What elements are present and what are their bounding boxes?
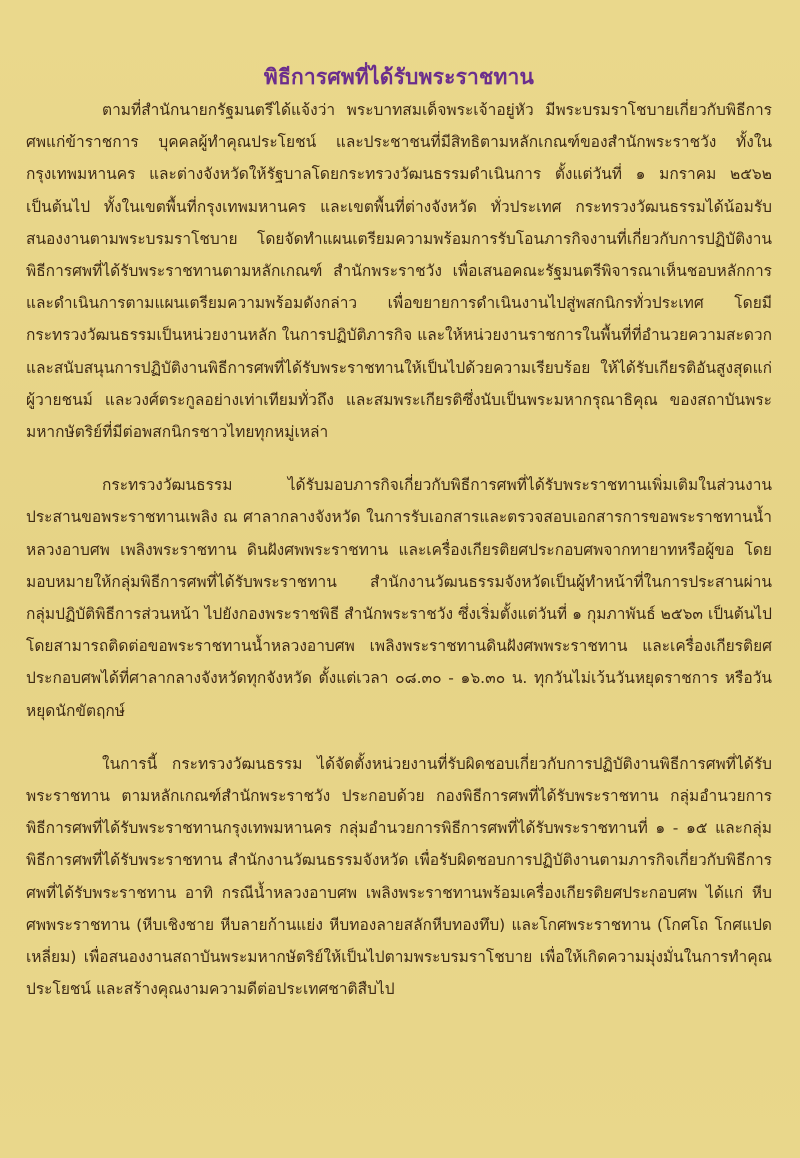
paragraph-3: ในการนี้ กระทรวงวัฒนธรรม ได้จัดตั้งหน่วยงานที่รับผิดชอบเกี่ยวกับการปฏิบัติงานพิธีการศพที่ได้รับพระราชทาน ตามหลักเกณฑ์สำนักพระราชวัง ประกอบด้วย กองพิธีการศพที่ได้รับพระราชทาน กลุ่มอำนวยการพิธีการศพที่ได้รับพระราชทานกรุงเทพมหานคร กลุ่มอำนวยการพิธีการศพที่ได้รับพระราชทานที่ ๑ - ๑๕ และกลุ่มพิธีการศพที่ได้รับพระราชทาน สำนักงานวัฒนธรรมจังหวัด เพื่อรับผิดชอบการปฏิบัติงานตามภารกิจเกี่ยวกับพิธีการศพที่ได้รับพระราชทาน อาทิ กรณีน้ำหลวงอาบศพ เพลิงพระราชทานพร้อมเครื่องเกียรติยศประกอบศพ ได้แก่ หีบศพพระราชทาน (หีบเชิงชาย หีบลายก้านแย่ง หีบทองลายสลักหีบทองทึบ) และโกศพระราชทาน (โกศโถ โกศแปดเหลี่ยม) เพื่อสนองงานสถาบันพระมหากษัตริย์ให้เป็นไปตามพระบรมราโชบาย เพื่อให้เกิดความมุ่งมั่นในการทำคุณประโยชน์ และสร้างคุณงามความดีต่อประเทศชาติสืบไป	[26, 754, 772, 999]
page-title: พิธีการศพที่ได้รับพระราชทาน	[263, 65, 535, 89]
paragraph-1: ตามที่สำนักนายกรัฐมนตรีได้แจ้งว่า พระบาทสมเด็จพระเจ้าอยู่หัว มีพระบรมราโชบายเกี่ยวกับพิธีการศพแก่ข้าราชการ บุคคลผู้ทำคุณประโยชน์ และประชาชนที่มีสิทธิตามหลักเกณฑ์ของสำนักพระราชวัง ทั้งในกรุงเทพมหานคร และต่างจังหวัดให้รัฐบาลโดยกระทรวงวัฒนธรรมดำเนินการ ตั้งแต่วันที่ ๑ มกราคม ๒๕๖๒ เป็นต้นไป ทั้งในเขตพื้นที่กรุงเทพมหานคร และเขตพื้นที่ต่างจังหวัด ทั่วประเทศ กระทรวงวัฒนธรรมได้น้อมรับสนองงานตามพระบรมราโชบาย โดยจัดทำแผนเตรียมความพร้อมการรับโอนภารกิจงานที่เกี่ยวกับการปฏิบัติงานพิธีการศพที่ได้รับพระราชทานตามหลักเกณฑ์ สำนักพระราชวัง เพื่อเสนอคณะรัฐมนตรีพิจารณาเห็นชอบหลักการ และดำเนินการตามแผนเตรียมความพร้อมดังกล่าว เพื่อขยายการดำเนินงานไปสู่พสกนิกรทั่วประเทศ โดยมีกระทรวงวัฒนธรรมเป็นหน่วยงานหลัก ในการปฏิบัติภารกิจ และให้หน่วยงานราชการในพื้นที่ที่อำนวยความสะดวก และสนับสนุนการปฏิบัติงานพิธีการศพที่ได้รับพระราชทานให้เป็นไปด้วยความเรียบร้อย ให้ได้รับเกียรติอันสูงสุดแก่ผู้วายชนม์ และวงศ์ตระกูลอย่างเท่าเทียมทั่วถึง และสมพระเกียรติซึ่งนับเป็นพระมหากรุณาธิคุณ ของสถาบันพระมหากษัตริย์ที่มีต่อพสกนิกรชาวไทยทุกหมู่เหล่า	[26, 101, 772, 442]
paragraph-2: กระทรวงวัฒนธรรม ได้รับมอบภารกิจเกี่ยวกับพิธีการศพที่ได้รับพระราชทานเพิ่มเติมในส่วนงานประสานขอพระราชทานเพลิง ณ ศาลากลางจังหวัด ในการรับเอกสารและตรวจสอบเอกสารการขอพระราชทานน้ำหลวงอาบศพ เพลิงพระราชทาน ดินฝังศพพระราชทาน และเครื่องเกียรติยศประกอบศพจากทายาทหรือผู้ขอ โดยมอบหมายให้กลุ่มพิธีการศพที่ได้รับพระราชทาน สำนักงานวัฒนธรรมจังหวัดเป็นผู้ทำหน้าที่ในการประสานผ่านกลุ่มปฏิบัติพิธีการส่วนหน้า ไปยังกองพระราชพิธี สำนักพระราชวัง ซึ่งเริ่มตั้งแต่วันที่ ๑ กุมภาพันธ์ ๒๕๖๓ เป็นต้นไป โดยสามารถติดต่อขอพระราชทานน้ำหลวงอาบศพ เพลิงพระราชทานดินฝังศพพระราชทาน และเครื่องเกียรติยศประกอบศพได้ที่ศาลากลางจังหวัดทุกจังหวัด ตั้งแต่เวลา ๐๘.๓๐ - ๑๖.๓๐ น. ทุกวันไม่เว้นวันหยุดราชการ หรือวันหยุดนักขัตฤกษ์	[26, 476, 772, 720]
